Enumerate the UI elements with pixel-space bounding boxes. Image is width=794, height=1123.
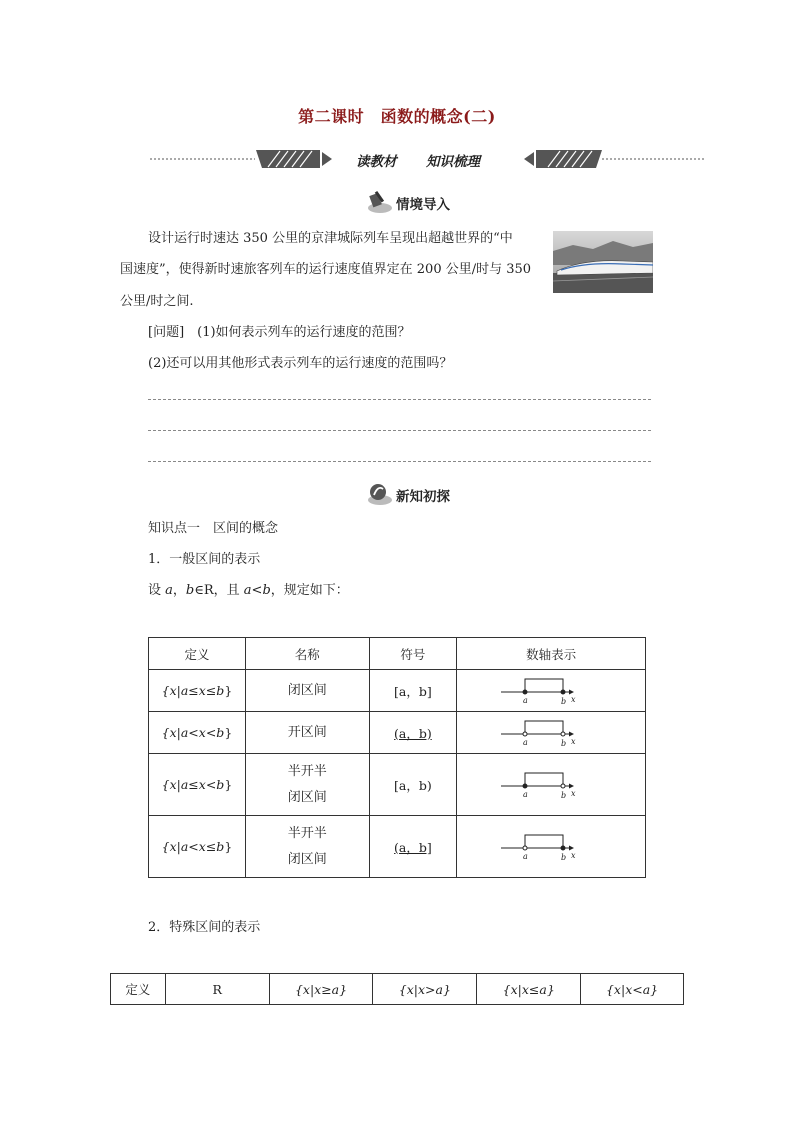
axis-label-x: x [571,694,576,704]
situation-heading [366,189,466,215]
axis-label-a: a [523,737,528,747]
setup-membership: ∈R，且 [194,583,244,598]
table-header-row [149,638,646,670]
axis-label-x: x [571,788,576,798]
interval-bracket [525,721,563,734]
brush-icon [366,189,394,215]
def-open-brace: {x| [161,777,181,792]
interval-definition [149,816,246,878]
setup-inequality: a<b [243,583,271,598]
closed-endpoint-a [523,784,527,788]
axis-label-x: x [571,736,576,746]
answer-line-2 [148,430,651,431]
setup-suffix: ，规定如下： [270,583,349,598]
setup-sep: ， [172,583,186,598]
header-symbol: 符号 [369,638,457,670]
closed-endpoint-b [561,690,565,694]
def-close-brace: } [224,683,233,698]
def-close-brace: } [224,839,233,854]
axis-label-x: x [571,850,576,860]
interval-symbol-text: [a，b] [394,683,432,699]
interval-symbol-text: (a，b) [394,725,432,741]
answer-line-1 [148,399,651,400]
situation-heading-label: 情境导入 [396,197,450,213]
interval-name [245,670,369,712]
interval-symbol-text: (a，b] [394,839,432,855]
interval-symbol [369,670,457,712]
table-row [149,670,646,712]
setup-prefix: 设 [148,583,166,598]
train-photo [553,231,653,293]
interval-name-line-2: 闭区间 [287,851,327,867]
def-close-brace: } [224,725,233,740]
header-definition: 定义 [149,638,246,670]
table-row [149,712,646,754]
situation-line-1: 设计运行时速达 350 公里的京津城际列车呈现出超越世界的“中 [148,231,513,246]
open-endpoint-b [561,784,565,788]
subsection-1: 1．一般区间的表示 [148,552,261,567]
closed-endpoint-b [561,846,565,850]
def-condition: a<x≤b [180,839,225,854]
def-open-brace: {x| [161,683,181,698]
interval-name-line-2: 闭区间 [287,789,327,805]
situation-line-2: 国速度”，使得新时速旅客列车的运行速度值界定在 200 公里/时与 350 [120,262,532,277]
setup-var-a: a [165,583,173,598]
axis-label-b: b [561,696,567,706]
axis-label-b: b [561,790,567,800]
open-endpoint-a [523,846,527,850]
def-close-brace: } [224,777,233,792]
table-row [149,754,646,816]
interval-table [148,637,646,878]
setup-sentence [148,583,349,599]
train-image [553,231,653,293]
interval-name [245,712,369,754]
interval-symbol [369,816,457,878]
table-row [149,816,646,878]
axis-arrow [569,731,574,736]
open-endpoint-b [561,732,565,736]
header-axis: 数轴表示 [457,638,646,670]
axis-label-a: a [523,789,528,799]
special-interval-table [110,973,684,1005]
interval-symbol [369,712,457,754]
axis-label-a: a [523,851,528,861]
banner-left-label: 读教材 [356,154,397,170]
table-row [111,974,684,1005]
number-line-diagram [501,718,601,748]
special-def-gt-a: {x|x>a} [373,974,477,1005]
axis-label-b: b [561,852,567,862]
special-def-le-a: {x|x≤a} [477,974,581,1005]
def-open-brace: {x| [161,839,181,854]
interval-name [245,754,369,816]
section-banner [150,150,706,170]
open-endpoint-a [523,732,527,736]
setup-var-b: b [185,583,195,598]
special-def-R: R [165,974,269,1005]
axis-arrow [569,689,574,694]
number-line-diagram [501,676,601,706]
interval-bracket [525,773,563,786]
def-condition: a≤x≤b [180,683,225,698]
interval-name-line-1: 开区间 [287,724,327,740]
interval-definition [149,754,246,816]
closed-endpoint-a [523,690,527,694]
interval-number-line [457,670,646,712]
question-1: [问题] (1)如何表示列车的运行速度的范围？ [148,325,411,340]
def-condition: a≤x<b [180,777,225,792]
interval-name-line-1: 半开半 [287,825,327,841]
interval-definition [149,670,246,712]
header-name: 名称 [245,638,369,670]
question-2: (2)还可以用其他形式表示列车的运行速度的范围吗？ [148,356,453,371]
new-knowledge-heading [366,481,466,507]
new-knowledge-heading-label: 新知初探 [396,489,450,505]
interval-name-line-1: 闭区间 [287,682,327,698]
axis-label-a: a [523,695,528,705]
interval-name-line-1: 半开半 [287,763,327,779]
number-line-diagram [501,770,601,800]
leaf-icon [366,481,394,507]
situation-line-3: 公里/时之间. [120,294,194,309]
interval-number-line [457,712,646,754]
special-def-lt-a: {x|x<a} [581,974,684,1005]
interval-bracket [525,835,563,848]
interval-bracket [525,679,563,692]
def-open-brace: {x| [161,725,181,740]
axis-arrow [569,845,574,850]
subsection-2: 2．特殊区间的表示 [148,920,261,935]
number-line-diagram [501,832,601,862]
interval-name [245,816,369,878]
axis-label-b: b [561,738,567,748]
special-def-label: 定义 [111,974,166,1005]
banner-right-label: 知识梳理 [426,154,480,170]
interval-symbol [369,754,457,816]
interval-number-line [457,754,646,816]
axis-arrow [569,783,574,788]
interval-symbol-text: [a，b) [394,777,432,793]
interval-definition [149,712,246,754]
knowledge-point-1: 知识点一 区间的概念 [148,521,279,536]
page-title: 第二课时 函数的概念(二) [298,107,496,126]
special-def-ge-a: {x|x≥a} [269,974,373,1005]
answer-line-3 [148,461,651,462]
interval-number-line [457,816,646,878]
def-condition: a<x<b [180,725,225,740]
